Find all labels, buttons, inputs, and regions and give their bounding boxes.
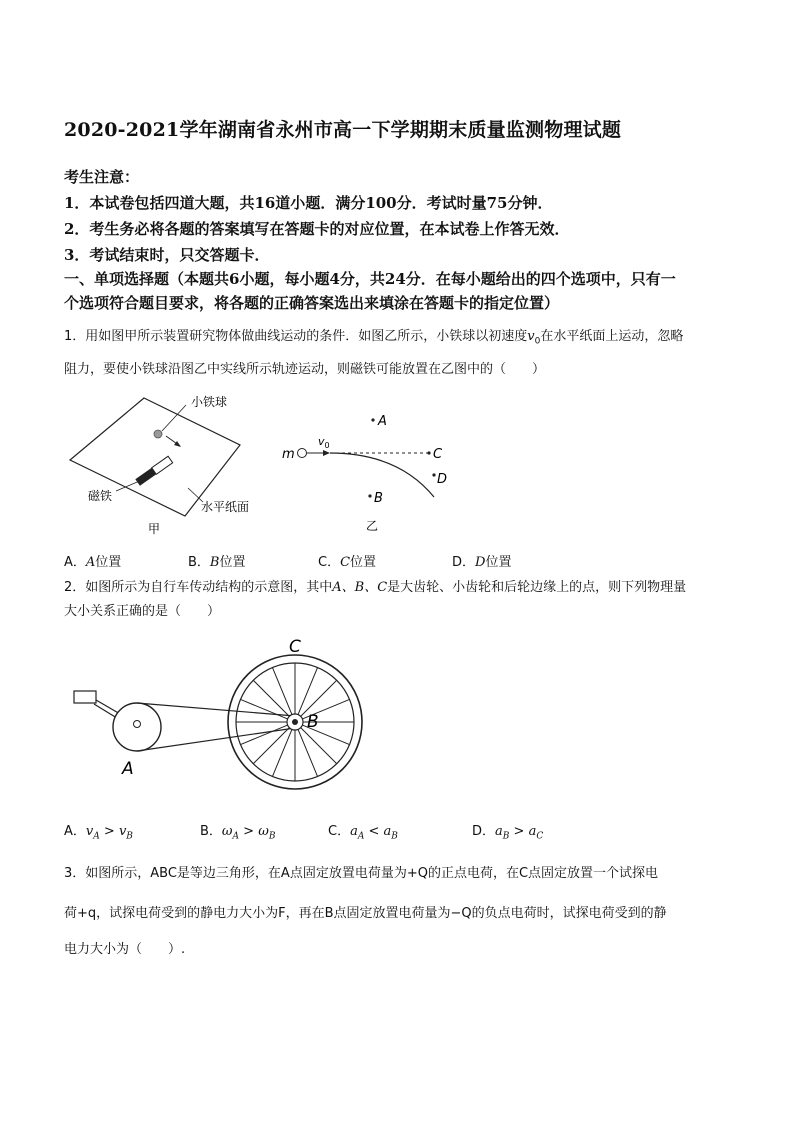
iron-ball-shape bbox=[154, 430, 162, 438]
question-3-line-2: 荷+q，试探电荷受到的静电力大小为F，再在B点固定放置电荷量为−Q的负点电荷时，试探电荷受到的静 bbox=[64, 906, 667, 921]
q2-option-a[interactable]: A．$v_A > v_B$ bbox=[64, 824, 133, 842]
pedal-shape bbox=[74, 691, 96, 703]
notice-item-3: 3．考试结束时，只交答题卡． bbox=[64, 246, 270, 264]
point-D bbox=[432, 473, 435, 476]
magnet-shape bbox=[135, 456, 172, 485]
q2-option-d[interactable]: D．$a_B > a_C$ bbox=[472, 824, 544, 842]
label-C: C bbox=[433, 447, 443, 462]
figure-magnet-setup bbox=[60, 388, 260, 538]
question-3-line-3: 电力大小为（ ）. bbox=[64, 942, 186, 957]
wheel-spoke bbox=[253, 680, 289, 716]
notice-heading: 考生注意： bbox=[64, 168, 140, 186]
label-D: D bbox=[437, 472, 448, 487]
q1-option-b[interactable]: B．B位置 bbox=[188, 555, 246, 570]
point-B bbox=[368, 494, 371, 497]
question-3-line-1: 3．如图所示，ABC是等边三角形，在A点固定放置电荷量为+Q的正点电荷，在C点固定放置一个试探电 bbox=[64, 866, 659, 881]
notice-item-1: 1．本试卷包括四道大题，共16道小题．满分100分．考试时量75分钟． bbox=[64, 194, 553, 212]
q2-option-b[interactable]: B．$\omega_A > \omega_B$ bbox=[200, 824, 276, 842]
question-2-line-2: 大小关系正确的是（ ） bbox=[64, 604, 221, 619]
large-gear-hub bbox=[134, 721, 141, 728]
wheel-spoke bbox=[240, 699, 287, 719]
label-v0: $v_0$ bbox=[318, 435, 330, 450]
velocity-arrow-head bbox=[323, 450, 330, 456]
page-title: 2020-2021学年湖南省永州市高一下学期期末质量监测物理试题 bbox=[64, 119, 622, 141]
question-1-line-2: 阻力，要使小铁球沿图乙中实线所示轨迹运动，则磁铁可能放置在乙图中的（ ） bbox=[64, 362, 546, 377]
point-C bbox=[427, 451, 430, 454]
wheel-spoke bbox=[301, 728, 337, 764]
label-A: A bbox=[122, 759, 134, 779]
label-m: m bbox=[282, 447, 295, 462]
wheel-spoke bbox=[272, 729, 292, 776]
question-1-text-b: 在水平纸面上运动，忽略 bbox=[540, 329, 684, 344]
section-heading-line-1: 一、单项选择题（本题共6小题，每小题4分，共24分．在每小题给出的四个选项中，只有一 bbox=[64, 270, 676, 288]
notice-item-2: 2．考生务必将各题的答案填写在答题卡的对应位置，在本试卷上作答无效． bbox=[64, 220, 570, 238]
point-A bbox=[371, 418, 374, 421]
wheel-spoke bbox=[272, 667, 292, 714]
question-1-var-v: v bbox=[527, 329, 535, 344]
ball-start-point bbox=[298, 449, 307, 458]
label-B: B bbox=[307, 712, 319, 732]
figure-caption-right: 乙 bbox=[366, 519, 379, 533]
question-1-line-1 bbox=[64, 325, 683, 347]
q1-option-a[interactable]: A．A位置 bbox=[64, 555, 122, 570]
label-B: B bbox=[374, 491, 383, 506]
wheel-spoke bbox=[301, 680, 337, 716]
label-horizontal-paper: 水平纸面 bbox=[201, 500, 250, 514]
question-1-text-a: 1．用如图甲所示装置研究物体做曲线运动的条件．如图乙所示，小铁球以初速度 bbox=[64, 329, 528, 344]
q2-option-c[interactable]: C．$a_A < a_B$ bbox=[328, 824, 398, 842]
figure-caption-left: 甲 bbox=[148, 522, 161, 536]
label-magnet: 磁铁 bbox=[88, 489, 113, 503]
label-C: C bbox=[289, 637, 301, 657]
label-A: A bbox=[378, 414, 387, 429]
question-1-var-sub: 0 bbox=[534, 336, 541, 347]
chain-upper bbox=[137, 703, 295, 716]
wheel-spoke bbox=[298, 667, 318, 714]
figure-trajectory bbox=[278, 402, 468, 538]
section-heading-line-2: 个选项符合题目要求，将各题的正确答案选出来填涂在答题卡的指定位置） bbox=[64, 294, 560, 312]
q1-option-c[interactable]: C．C位置 bbox=[318, 555, 377, 570]
question-2-line-1: 2．如图所示为自行车传动结构的示意图，其中A、B、C是大齿轮、小齿轮和后轮边缘上的点，则下列物理量 bbox=[64, 580, 687, 595]
rear-axle bbox=[292, 719, 298, 725]
figure-bicycle-transmission bbox=[66, 628, 386, 794]
label-iron-ball: 小铁球 bbox=[191, 395, 228, 409]
q1-option-d[interactable]: D．D位置 bbox=[452, 555, 512, 570]
wheel-spoke bbox=[298, 729, 318, 776]
